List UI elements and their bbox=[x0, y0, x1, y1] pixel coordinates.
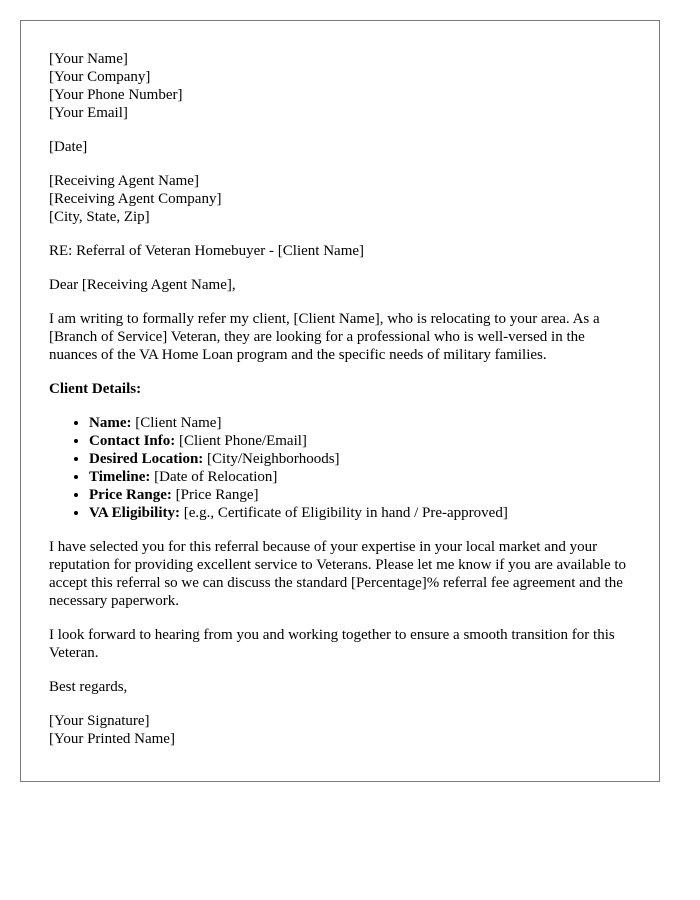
sender-block bbox=[49, 50, 631, 122]
detail-label: Contact Info: bbox=[89, 433, 176, 449]
list-item bbox=[89, 450, 631, 468]
detail-value: [Price Range] bbox=[171, 487, 259, 503]
sign-off: Best regards, bbox=[49, 679, 128, 695]
intro-paragraph: I am writing to formally refer my client, [Client Name], who is relocating to your area. As a [Branch of Service] Veteran, they are looking for a professional who is well-versed in the nuances of the VA Home Loan program and the specific needs of military families. bbox=[49, 311, 600, 363]
sender-company: [Your Company] bbox=[49, 69, 151, 85]
sender-name: [Your Name] bbox=[49, 51, 128, 67]
detail-value: [Client Phone/Email] bbox=[175, 433, 307, 449]
list-item bbox=[89, 504, 631, 522]
sender-phone: [Your Phone Number] bbox=[49, 87, 183, 103]
detail-label: Timeline: bbox=[89, 469, 151, 485]
sender-email: [Your Email] bbox=[49, 105, 128, 121]
recipient-block bbox=[49, 172, 631, 226]
list-item bbox=[89, 486, 631, 504]
printed-name-line: [Your Printed Name] bbox=[49, 731, 175, 747]
detail-label: Price Range: bbox=[89, 487, 172, 503]
list-item bbox=[89, 432, 631, 450]
letter-page bbox=[20, 20, 660, 782]
signature-line: [Your Signature] bbox=[49, 713, 150, 729]
detail-label: Name: bbox=[89, 415, 132, 431]
detail-value: [Client Name] bbox=[131, 415, 222, 431]
subject-line: RE: Referral of Veteran Homebuyer - [Client Name] bbox=[49, 243, 365, 259]
detail-value: [City/Neighborhoods] bbox=[203, 451, 340, 467]
reason-paragraph: I have selected you for this referral because of your expertise in your local market and your reputation for providing excellent service to Veterans. Please let me know if you are available to accept this referral so we can discuss the standard [Percentage]% referral fee agreement and the necessary paperwork. bbox=[49, 539, 627, 609]
list-item bbox=[89, 414, 631, 432]
recipient-name: [Receiving Agent Name] bbox=[49, 173, 199, 189]
letter-date: [Date] bbox=[49, 139, 88, 155]
signature-block bbox=[49, 712, 631, 748]
recipient-address: [City, State, Zip] bbox=[49, 209, 150, 225]
closing-paragraph: I look forward to hearing from you and working together to ensure a smooth transition for this Veteran. bbox=[49, 627, 615, 661]
client-details-heading: Client Details: bbox=[49, 381, 142, 397]
detail-value: [Date of Relocation] bbox=[150, 469, 278, 485]
detail-value: [e.g., Certificate of Eligibility in hand / Pre-approved] bbox=[180, 505, 508, 521]
salutation: Dear [Receiving Agent Name], bbox=[49, 277, 236, 293]
date-line bbox=[49, 138, 631, 156]
list-item bbox=[89, 468, 631, 486]
detail-label: VA Eligibility: bbox=[89, 505, 180, 521]
detail-label: Desired Location: bbox=[89, 451, 204, 467]
recipient-company: [Receiving Agent Company] bbox=[49, 191, 222, 207]
client-details-list bbox=[49, 414, 631, 522]
